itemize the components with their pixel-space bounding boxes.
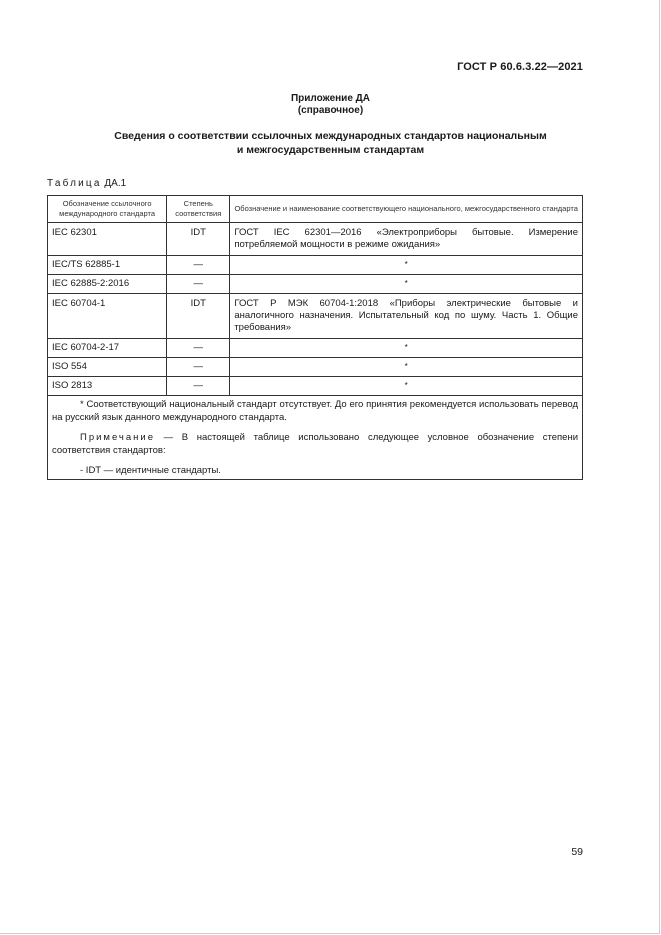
table-footnote: * Соответствующий национальный стандарт отсутствует. До его принятия рекомендуется использовать перевод на русский язык данного международного стандарта. [52, 399, 578, 423]
table-row [48, 275, 583, 294]
section-title-line-2: и межгосударственным стандартам [236, 144, 425, 156]
note-label: Примечание [80, 432, 155, 443]
column-header-national-standard: Обозначение и наименование соответствующего национального, межгосударственного стандарта [230, 196, 583, 223]
cell-national-standard: ГОСТ IEC 62301—2016 «Электроприборы бытовые. Измерение потребляемой мощности в режиме ожидания» [230, 223, 583, 256]
page-number: 59 [571, 846, 583, 858]
table-row [48, 294, 583, 339]
cell-national-standard: * [230, 377, 583, 396]
cell-national-standard: * [230, 256, 583, 275]
cell-national-standard: * [230, 275, 583, 294]
cell-degree: — [167, 377, 230, 396]
cell-degree: IDT [167, 223, 230, 256]
cell-degree: — [167, 358, 230, 377]
appendix-heading [0, 93, 661, 117]
table-caption-word: Таблица [47, 178, 102, 189]
table-note [52, 431, 578, 457]
table-row [48, 377, 583, 396]
cell-degree: — [167, 256, 230, 275]
column-header-international-standard: Обозначение ссылочного международного стандарта [48, 196, 167, 223]
section-title [60, 129, 601, 157]
table-row [48, 256, 583, 275]
cell-international-code: IEC 60704-2-17 [48, 339, 167, 358]
appendix-title: Приложение ДА [290, 93, 371, 104]
table-notes [48, 396, 583, 480]
table-caption-id: ДА.1 [104, 178, 127, 189]
cell-degree: — [167, 339, 230, 358]
cell-international-code: ISO 2813 [48, 377, 167, 396]
section-title-line-1: Сведения о соответствии ссылочных международных стандартов национальным [114, 130, 547, 142]
table-caption [47, 178, 126, 189]
note-text: — В настоящей таблице использовано следующее условное обозначение степени соответствия стандартов: [52, 432, 578, 456]
cell-international-code: IEC 62301 [48, 223, 167, 256]
table-row [48, 339, 583, 358]
note-list-item: - IDT — идентичные стандарты. [80, 465, 221, 476]
cell-degree: IDT [167, 294, 230, 339]
cell-international-code: IEC 60704-1 [48, 294, 167, 339]
table-header-row [48, 196, 583, 223]
appendix-subtitle: (справочное) [297, 105, 364, 116]
table-row [48, 223, 583, 256]
cell-national-standard: * [230, 358, 583, 377]
cell-national-standard: ГОСТ Р МЭК 60704-1:2018 «Приборы электрические бытовые и аналогичного назначения. Испытательный код по шуму. Часть 1. Общие требования» [230, 294, 583, 339]
correspondence-table [47, 195, 583, 480]
cell-international-code: IEC/TS 62885-1 [48, 256, 167, 275]
cell-international-code: IEC 62885-2:2016 [48, 275, 167, 294]
cell-international-code: ISO 554 [48, 358, 167, 377]
table-notes-row [48, 396, 583, 480]
table-row [48, 358, 583, 377]
cell-national-standard: * [230, 339, 583, 358]
column-header-degree: Степень соответствия [167, 196, 230, 223]
document-standard-code: ГОСТ Р 60.6.3.22—2021 [457, 61, 583, 73]
cell-degree: — [167, 275, 230, 294]
